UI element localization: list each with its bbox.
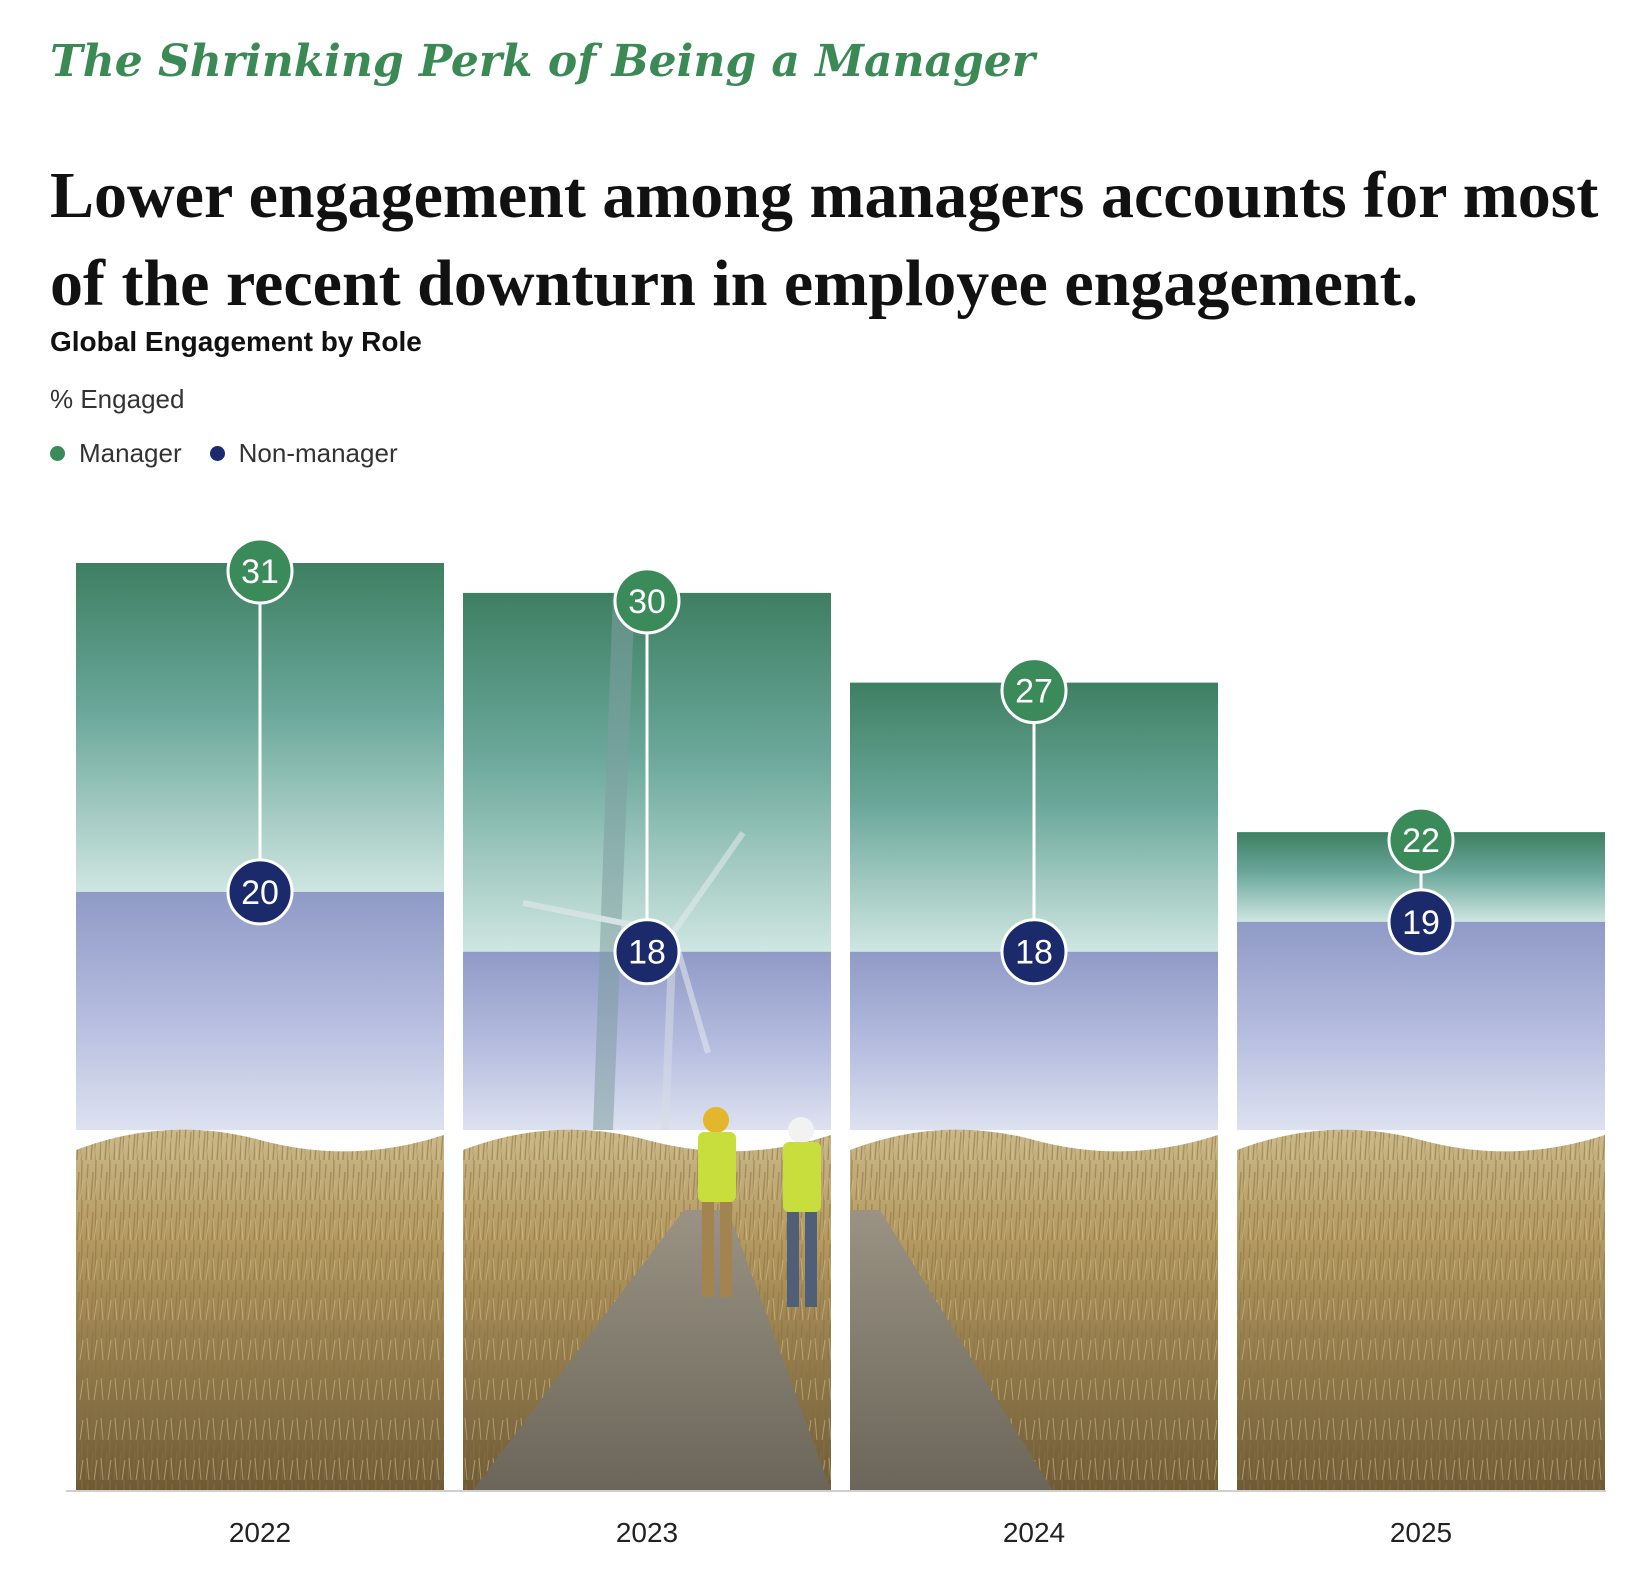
marker-label-non-manager-2022: 20: [241, 873, 279, 912]
chart-kicker: The Shrinking Perk of Being a Manager: [50, 36, 1035, 87]
marker-label-manager-2025: 22: [1402, 822, 1440, 861]
worker-leg: [720, 1202, 732, 1297]
chart-headline: Lower engagement among managers accounts for most of the recent downturn in employee engagement.: [50, 159, 1599, 320]
worker-leg: [805, 1212, 817, 1307]
bar-grass-2022: [76, 1130, 444, 1490]
marker-label-manager-2023: 30: [628, 582, 666, 621]
worker-vest: [698, 1132, 736, 1202]
marker-label-manager-2024: 27: [1015, 672, 1053, 711]
marker-label-non-manager-2025: 19: [1402, 903, 1440, 942]
legend-label-non-manager: Non-manager: [238, 438, 398, 468]
x-tick-label-2025: 2025: [1389, 1517, 1453, 1548]
marker-label-non-manager-2023: 18: [628, 933, 666, 972]
legend-label-manager: Manager: [79, 438, 182, 468]
marker-label-manager-2022: 31: [241, 553, 279, 591]
bar-grass-2025: [1237, 1130, 1605, 1490]
x-tick-label-2024: 2024: [1002, 1517, 1066, 1548]
x-tick-label-2023: 2023: [615, 1517, 679, 1548]
x-axis: [66, 1491, 1606, 1548]
worker-helmet: [703, 1107, 729, 1133]
bar-non-manager-2022: [76, 892, 444, 1130]
bars-layer: [76, 563, 1605, 1490]
chart-title: Global Engagement by Role: [50, 326, 422, 357]
x-tick-label-2022: 2022: [228, 1517, 292, 1548]
marker-label-non-manager-2024: 18: [1015, 933, 1053, 972]
worker-leg: [702, 1202, 714, 1297]
worker-vest: [783, 1142, 821, 1212]
worker-leg: [787, 1212, 799, 1307]
y-axis-label: % Engaged: [50, 384, 185, 414]
worker-helmet: [788, 1117, 814, 1143]
